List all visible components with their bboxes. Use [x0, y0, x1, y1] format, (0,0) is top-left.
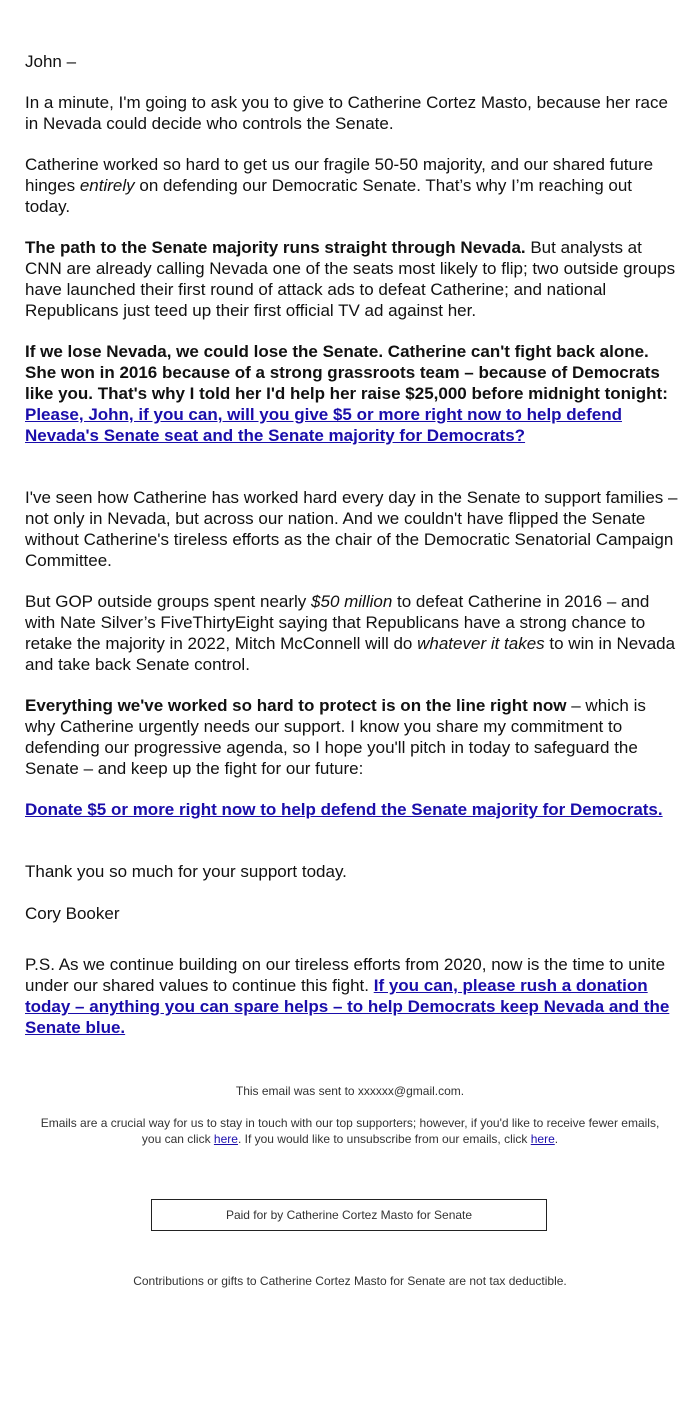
greeting: John – — [25, 52, 77, 71]
paragraph-path — [25, 237, 680, 321]
donate-link-primary[interactable]: Please, John, if you can, will you give $5 or more right now to help defend Nevada's Senate seat and the Senate majority for Democrats? — [25, 405, 622, 445]
text-span: Emails are a crucial way for us to stay in touch with our top supporters; however, if you'd like to receive fewer emails, you can click — [40, 1116, 660, 1146]
signature: Cory Booker — [25, 904, 120, 923]
emphasis-text: whatever it takes — [417, 634, 545, 653]
paragraph-stakes — [25, 695, 680, 779]
bold-text: Everything we've worked so hard to protect is on the line right now — [25, 696, 567, 715]
text-span: on defending our Democratic Senate. That’s why I’m reaching out today. — [25, 176, 633, 216]
bold-text: If we lose Nevada, we could lose the Senate. Catherine can't fight back alone. She won in 2016 because of a strong grassroots team – because of Democrats like you. That's why I told her I'd help her raise $25,000 before midnight tonight: — [25, 342, 668, 403]
email-preferences-notice — [36, 1115, 664, 1147]
unsubscribe-link[interactable]: here — [530, 1132, 555, 1146]
paragraph-appeal — [25, 341, 680, 446]
text-span: But GOP outside groups spent nearly — [25, 592, 312, 611]
emphasis-text: $50 million — [311, 592, 393, 611]
paragraph-majority — [25, 154, 680, 217]
thanks-line: Thank you so much for your support today. — [25, 862, 347, 881]
paragraph-gop — [25, 591, 680, 675]
tax-disclaimer: Contributions or gifts to Catherine Cortez Masto for Senate are not tax deductible. — [133, 1274, 567, 1288]
text-span: . — [554, 1132, 559, 1146]
paragraph-donate — [25, 799, 680, 820]
text-span: to defeat Catherine in 2016 – and with Nate Silver’s FiveThirtyEight saying that Republicans have a strong chance to retake the majority in 2022, Mitch McConnell will do — [25, 592, 650, 653]
text-span: to win in Nevada and take back Senate control. — [25, 634, 676, 674]
paid-for-text: Paid for by Catherine Cortez Masto for Senate — [225, 1208, 473, 1222]
text-span: – which is why Catherine urgently needs our support. I know you share my commitment to defending our progressive agenda, so I hope you'll pitch in today to safeguard the Senate – and keep up the fight for our future: — [25, 696, 646, 778]
paragraph-intro: In a minute, I'm going to ask you to give to Catherine Cortez Masto, because her race in Nevada could decide who controls the Senate. — [25, 93, 668, 133]
fewer-emails-link[interactable]: here — [213, 1132, 238, 1146]
emphasis-text: entirely — [79, 176, 135, 195]
paid-for-box — [151, 1199, 547, 1231]
bold-text: The path to the Senate majority runs straight through Nevada. — [25, 238, 526, 257]
donate-link-secondary[interactable]: Donate $5 or more right now to help defend the Senate majority for Democrats. — [25, 800, 663, 819]
text-span: Catherine worked so hard to get us our fragile 50-50 majority, and our shared future hinges — [25, 155, 654, 195]
text-span: . If you would like to unsubscribe from our emails, click — [237, 1132, 531, 1146]
postscript — [25, 954, 680, 1038]
sent-to-notice: This email was sent to xxxxxx@gmail.com. — [235, 1084, 465, 1098]
text-span: But analysts at CNN are already calling Nevada one of the seats most likely to flip; two outside groups have launched their first round of attack ads to defeat Catherine; and national Republicans just teed up their first official TV ad against her. — [25, 238, 676, 320]
donate-link-ps[interactable]: If you can, please rush a donation today – anything you can spare helps – to help Democrats keep Nevada and the Senate blue. — [25, 976, 670, 1037]
paragraph-record: I've seen how Catherine has worked hard every day in the Senate to support families – not only in Nevada, but across our nation. And we couldn't have flipped the Senate without Catherine's tireless efforts as the chair of the Democratic Senatorial Campaign Committee. — [25, 488, 678, 570]
text-span: P.S. As we continue building on our tireless efforts from 2020, now is the time to unite under our shared values to continue this fight. — [25, 955, 666, 995]
